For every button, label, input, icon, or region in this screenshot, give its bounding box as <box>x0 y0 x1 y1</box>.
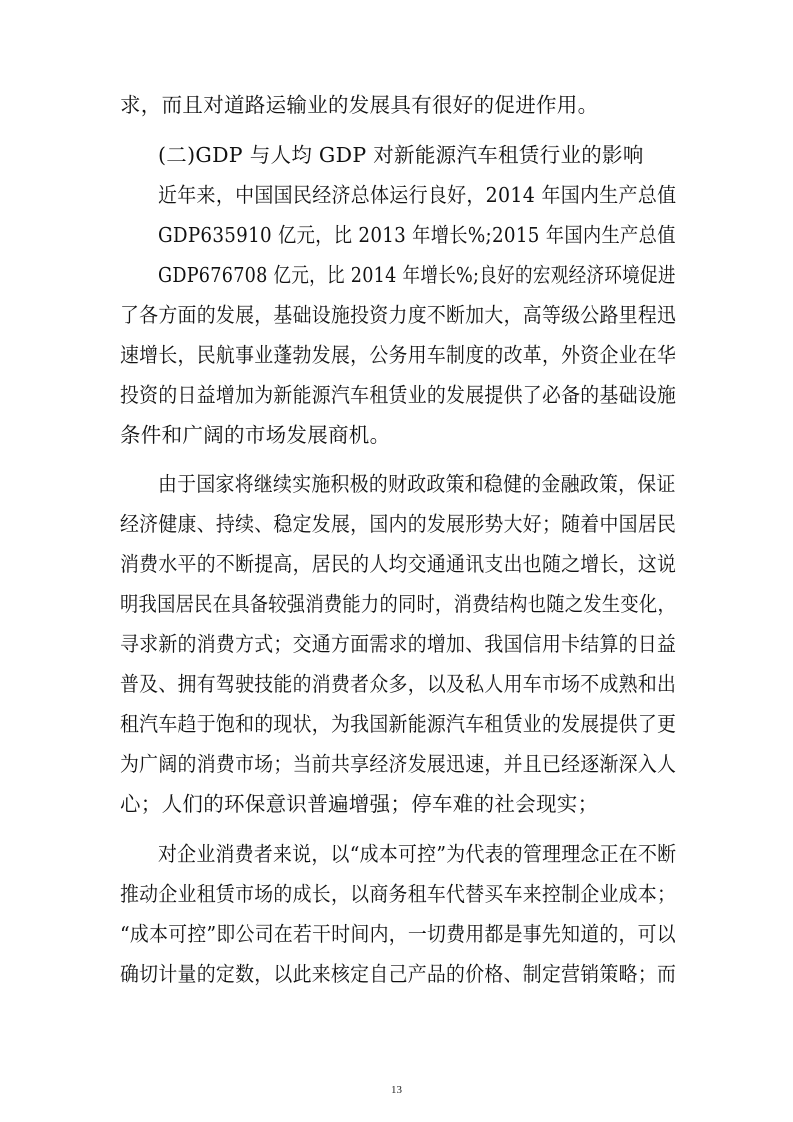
text-line: 明我国居民在具备较强消费能力的同时，消费结构也随之发生变化， <box>120 592 676 616</box>
text-line: 为广阔的消费市场；当前共享经济发展迅速，并且已经逐渐深入人 <box>120 752 677 776</box>
text-line: 寻求新的消费方式；交通方面需求的增加、我国信用卡结算的日益 <box>120 632 677 656</box>
text-line: 心；人们的环保意识普遍增强；停车难的社会现实； <box>120 792 599 816</box>
text-line: 对企业消费者来说，以“成本可控”为代表的管理理念正在不断 <box>158 842 677 866</box>
text-line: 了各方面的发展，基础设施投资力度不断加大，高等级公路里程迅 <box>120 303 677 327</box>
page-number: 13 <box>391 1084 402 1096</box>
text-line: 确切计量的定数，以此来核定自己产品的价格、制定营销策略；而 <box>120 962 677 986</box>
text-line: 经济健康、持续、稳定发展，国内的发展形势大好；随着中国居民 <box>120 512 677 536</box>
text-line: GDP635910 亿元，比 2013 年增长%;2015 年国内生产总值 <box>158 223 676 247</box>
text-line: 近年来，中国国民经济总体运行良好，2014 年国内生产总值 <box>158 183 677 207</box>
text-line: 租汽车趋于饱和的现状，为我国新能源汽车租赁业的发展提供了更 <box>120 712 677 736</box>
text-line: 速增长，民航事业蓬勃发展，公务用车制度的改革，外资企业在华 <box>120 343 677 367</box>
text-line: 投资的日益增加为新能源汽车租赁业的发展提供了必备的基础设施 <box>120 383 677 407</box>
text-line: 普及、拥有驾驶技能的消费者众多，以及私人用车市场不成熟和出 <box>120 672 677 696</box>
text-line: 消费水平的不断提高，居民的人均交通通讯支出也随之增长，这说 <box>120 552 677 576</box>
text-line: 求，而且对道路运输业的发展具有很好的促进作用。 <box>120 93 599 117</box>
text-line: 由于国家将继续实施积极的财政政策和稳健的金融政策，保证 <box>158 472 676 496</box>
text-line: GDP676708 亿元，比 2014 年增长%;良好的宏观经济环境促进 <box>158 263 676 287</box>
text-line: 推动企业租赁市场的成长，以商务租车代替买车来控制企业成本； <box>120 882 677 906</box>
text-line: 条件和广阔的市场发展商机。 <box>120 423 391 447</box>
section-heading: (二)GDP 与人均 GDP 对新能源汽车租赁行业的影响 <box>158 143 644 167</box>
text-line: “成本可控”即公司在若干时间内，一切费用都是事先知道的，可以 <box>120 922 676 946</box>
